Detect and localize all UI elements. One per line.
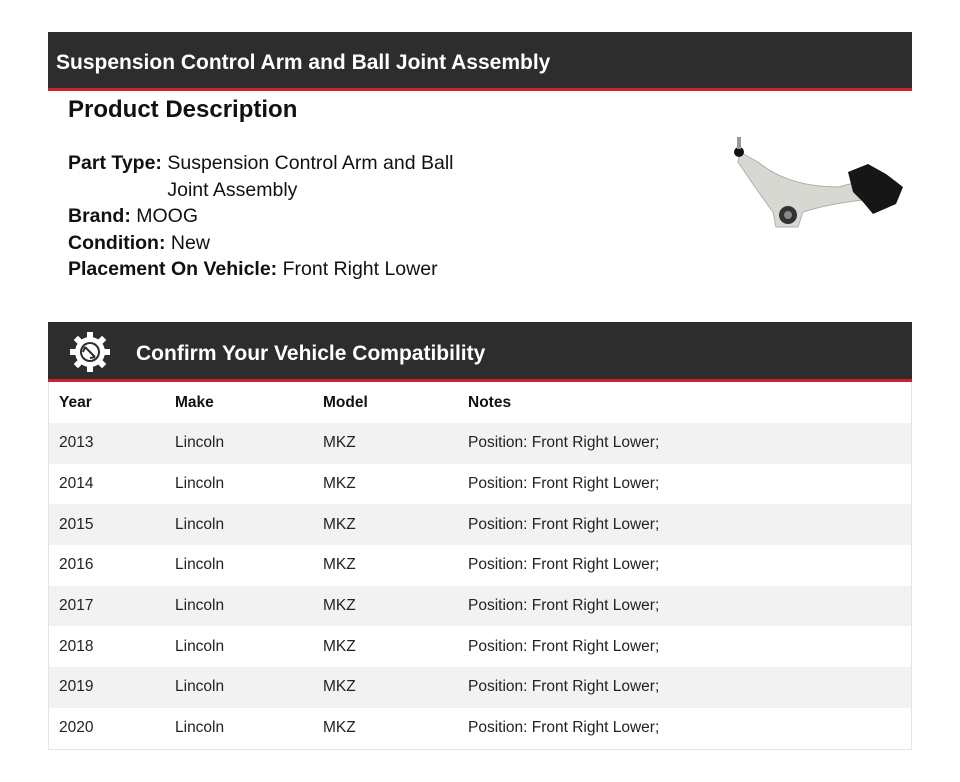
table-row: [49, 504, 912, 545]
description-heading: Product Description: [68, 96, 298, 123]
cell-model: MKZ: [323, 515, 356, 533]
cell-notes: Position: Front Right Lower;: [468, 597, 660, 615]
cell-model: MKZ: [323, 678, 356, 696]
cell-year: 2017: [59, 597, 94, 615]
table-header-row: [49, 382, 912, 423]
cell-notes: Position: Front Right Lower;: [468, 515, 660, 533]
gear-icon: [68, 330, 112, 374]
condition-label: Condition:: [68, 231, 166, 254]
brand-value: MOOG: [136, 205, 199, 227]
cell-make: Lincoln: [175, 556, 225, 574]
cell-year: 2019: [59, 678, 94, 696]
table-row: [49, 423, 912, 464]
product-image: [728, 132, 904, 232]
compatibility-title: Confirm Your Vehicle Compatibility: [136, 342, 486, 365]
cell-year: 2020: [59, 719, 94, 737]
title-bar: [48, 32, 912, 91]
table-row: [49, 586, 912, 627]
cell-model: MKZ: [323, 475, 356, 493]
cell-year: 2014: [59, 475, 94, 493]
table-row: [49, 545, 912, 586]
cell-model: MKZ: [323, 719, 356, 737]
compatibility-bar: [48, 322, 912, 382]
cell-notes: Position: Front Right Lower;: [468, 475, 660, 493]
cell-notes: Position: Front Right Lower;: [468, 719, 660, 737]
header-make: Make: [175, 393, 214, 411]
cell-year: 2015: [59, 515, 94, 533]
placement-value: Front Right Lower: [282, 258, 438, 280]
cell-model: MKZ: [323, 597, 356, 615]
cell-year: 2016: [59, 556, 94, 574]
table-row: [49, 626, 912, 667]
cell-make: Lincoln: [175, 678, 225, 696]
cell-make: Lincoln: [175, 637, 225, 655]
cell-notes: Position: Front Right Lower;: [468, 556, 660, 574]
cell-notes: Position: Front Right Lower;: [468, 637, 660, 655]
table-row: [49, 464, 912, 505]
cell-year: 2013: [59, 434, 94, 452]
cell-make: Lincoln: [175, 515, 225, 533]
product-description: [68, 150, 468, 283]
cell-make: Lincoln: [175, 719, 225, 737]
brand-label: Brand:: [68, 205, 131, 227]
cell-make: Lincoln: [175, 597, 225, 615]
compatibility-table: [48, 382, 912, 750]
header-model: Model: [323, 393, 368, 411]
placement-label: Placement On Vehicle:: [68, 258, 278, 280]
cell-model: MKZ: [323, 556, 356, 574]
cell-notes: Position: Front Right Lower;: [468, 434, 660, 452]
condition-value: New: [170, 231, 210, 254]
table-row: [49, 708, 912, 749]
cell-model: MKZ: [323, 637, 356, 655]
cell-model: MKZ: [323, 434, 356, 452]
cell-notes: Position: Front Right Lower;: [468, 678, 660, 696]
table-row: [49, 667, 912, 708]
part-type-value: Suspension Control Arm and Ball Joint Assembly: [167, 152, 454, 201]
part-type-label: Part Type:: [68, 152, 162, 174]
cell-make: Lincoln: [175, 475, 225, 493]
cell-make: Lincoln: [175, 434, 225, 452]
product-title: Suspension Control Arm and Ball Joint Assembly: [56, 51, 551, 74]
cell-year: 2018: [59, 637, 94, 655]
header-year: Year: [59, 393, 92, 411]
header-notes: Notes: [468, 393, 512, 411]
